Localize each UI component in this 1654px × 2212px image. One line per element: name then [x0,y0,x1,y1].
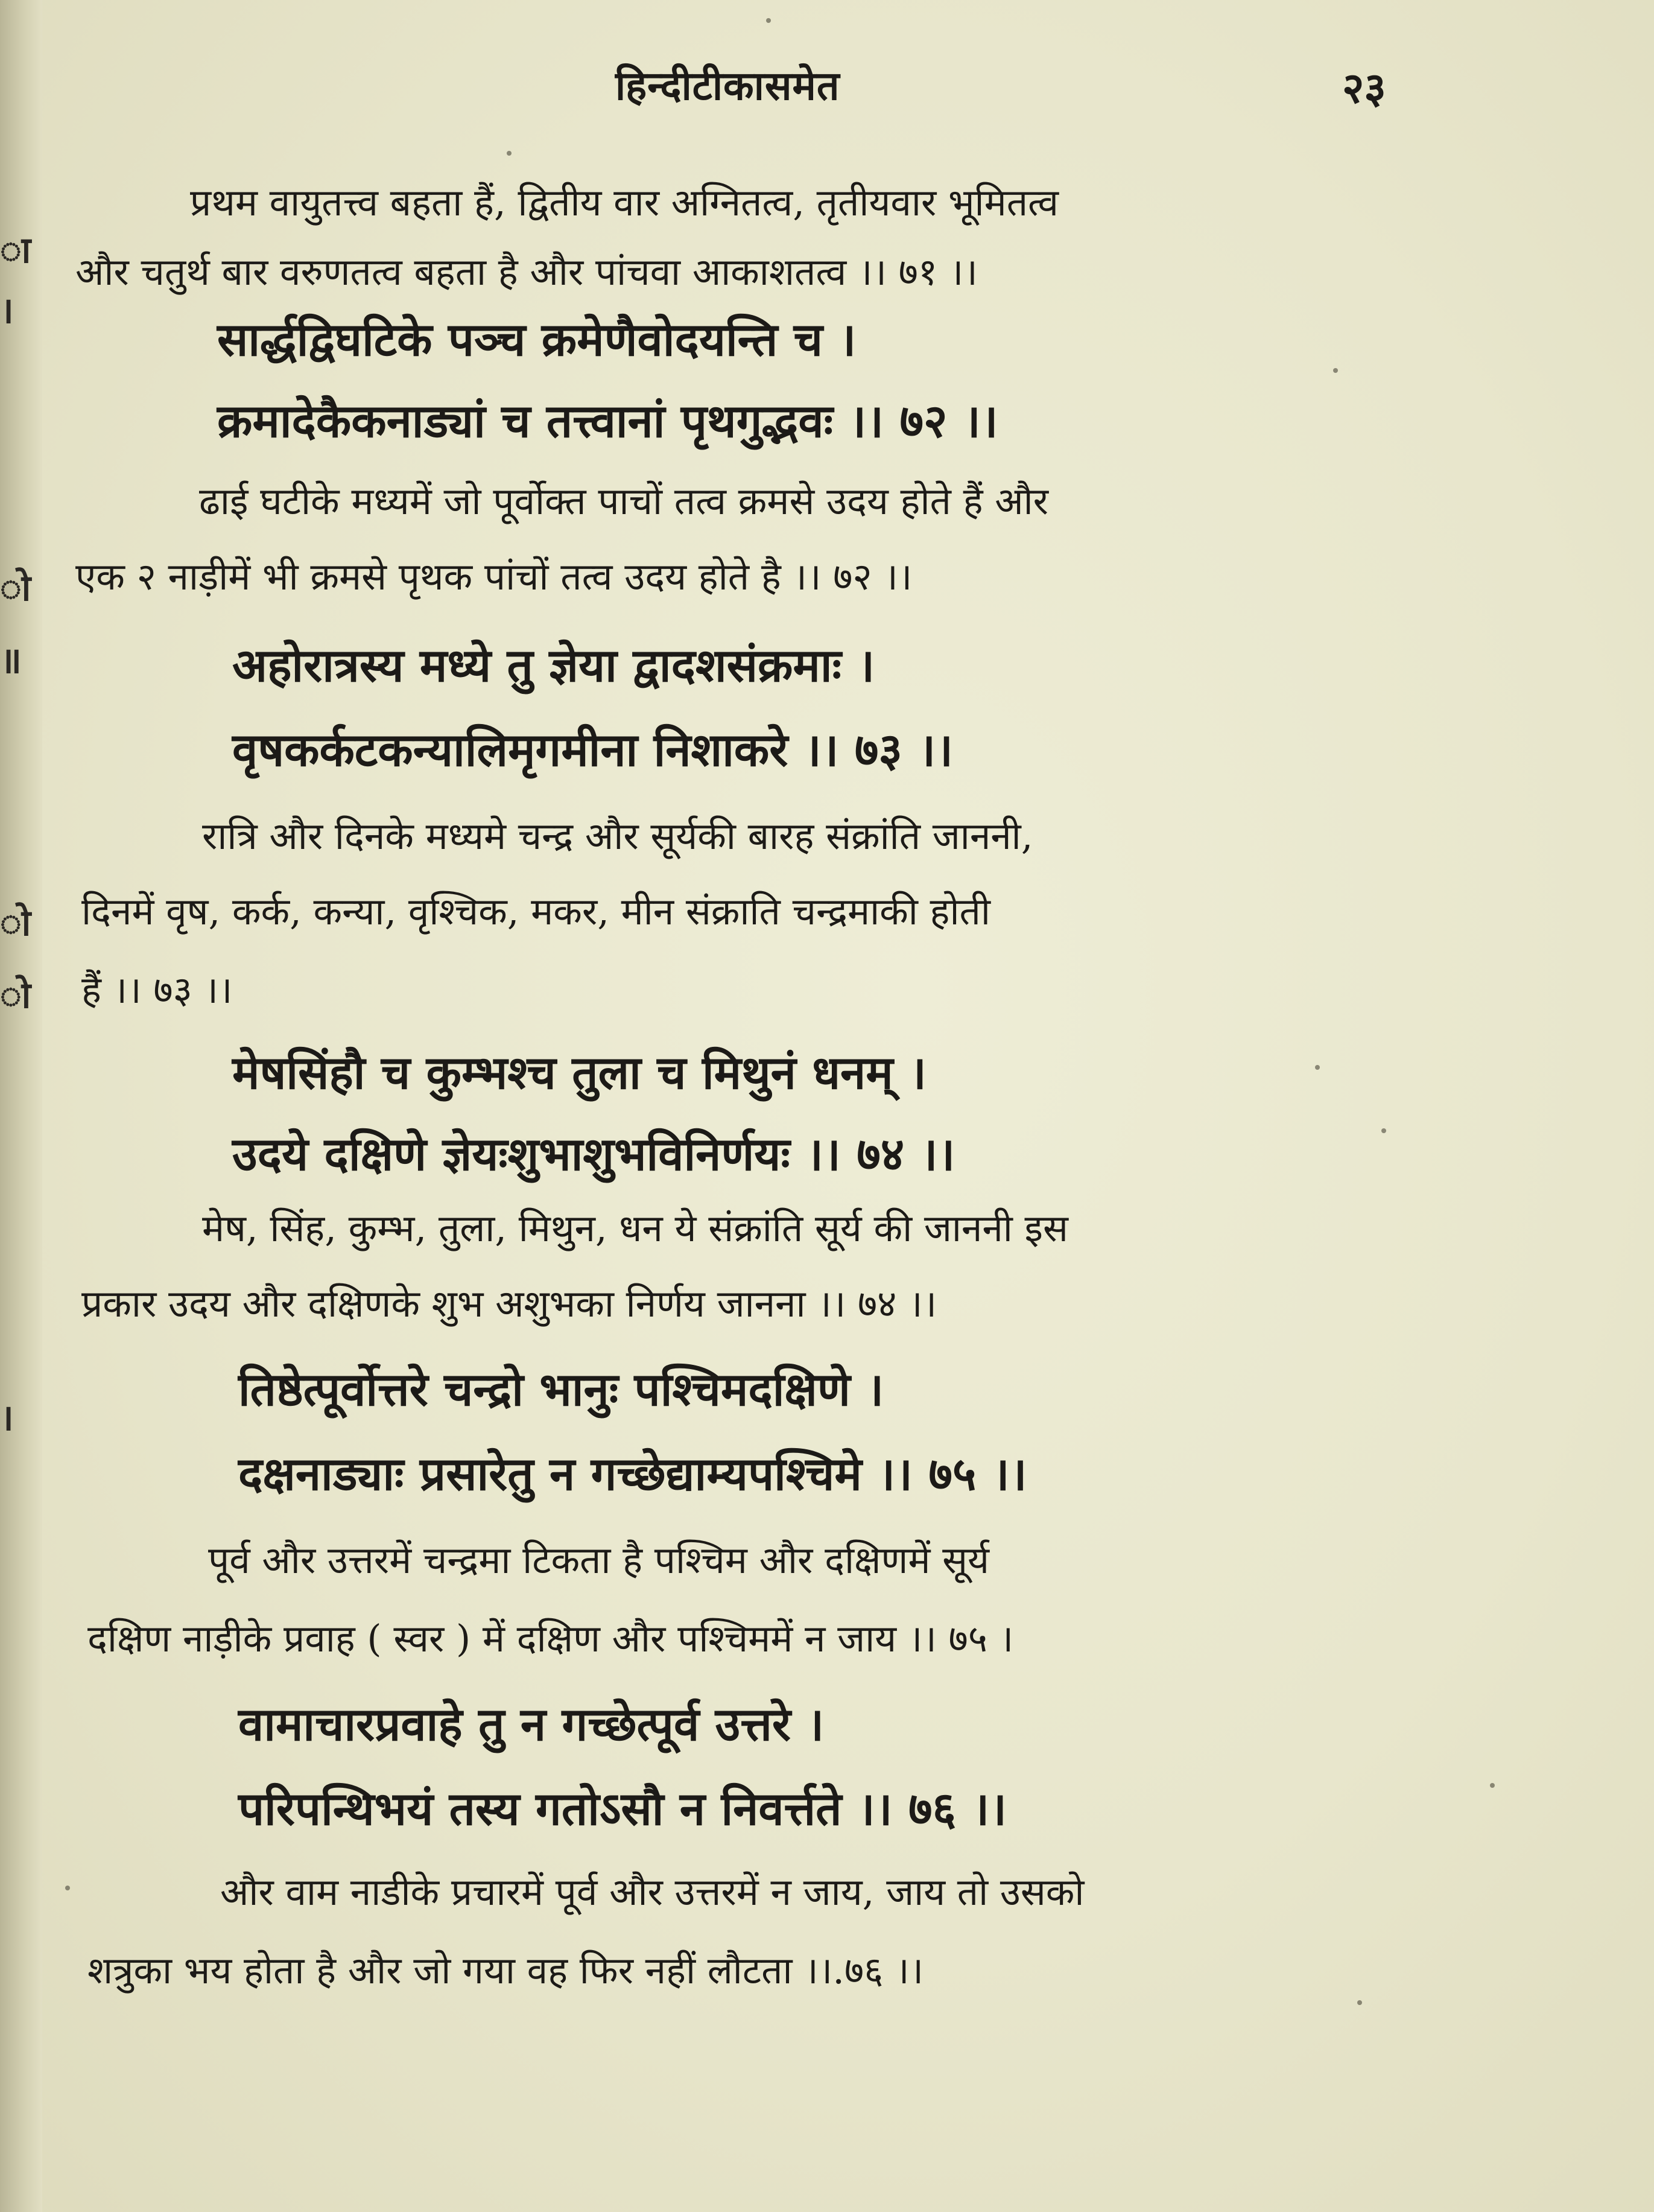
commentary-line: रात्रि और दिनके मध्यमे चन्द्र और सूर्यकी बारह संक्रांति जाननी, [202,814,1033,858]
verse-line: उदये दक्षिणे ज्ञेयःशुभाशुभविनिर्णयः ।। ७४ ।। [232,1127,955,1181]
paper-speck [1490,1783,1495,1788]
commentary-line: और चतुर्थ बार वरुणतत्व बहता है और पांचवा आकाशतत्व ।। ७१ ।। [75,250,978,294]
verse-line: सार्द्धद्विघटिके पञ्च क्रमेणैवोदयन्ति च । [217,313,857,366]
gutter-fragment: ा [0,229,31,272]
commentary-line: मेष, सिंह, कुम्भ, तुला, मिथुन, धन ये संक्रांति सूर्य की जाननी इस [202,1206,1068,1250]
commentary-line: दक्षिण नाड़ीके प्रवाह ( स्वर ) में दक्षिण और पश्चिममें न जाय ।। ७५ । [87,1616,1014,1661]
paper-speck [1381,1128,1386,1133]
verse-line: वामाचारप्रवाहे तु न गच्छेत्पूर्व उत्तरे । [238,1697,825,1751]
commentary-line: ढाई घटीके मध्यमें जो पूर्वोक्त पाचों तत्व क्रमसे उदय होते हैं और [199,479,1048,523]
verse-line: परिपन्थिभयं तस्य गतोऽसौ न निवर्त्तते ।। ७६ ।। [238,1782,1007,1835]
running-header [0,57,1654,124]
page-title: हिन्दीटीकासमेत [615,62,840,109]
commentary-line: और वाम नाडीके प्रचारमें पूर्व और उत्तरमें न जाय, जाय तो उसको [220,1870,1085,1914]
paper-speck [766,18,771,23]
verse-line: तिष्ठेत्पूर्वोत्तरे चन्द्रो भानुः पश्चिमदक्षिणे । [238,1362,884,1416]
verse-line: क्रमादेकैकनाड्यां च तत्त्वानां पृथगुद्भवः ।। ७२ ।। [217,394,998,448]
gutter-fragment: ॥ [0,640,22,682]
page-number: २३ [1342,63,1386,113]
verse-line: मेषसिंहौ च कुम्भश्च तुला च मिथुनं धनम् । [232,1046,927,1099]
verse-line: वृषकर्कटकन्यालिमृगमीना निशाकरे ।। ७३ ।। [232,723,953,777]
paper-speck [1357,2000,1362,2005]
paper-speck [65,1886,70,1890]
verse-line: अहोरात्रस्य मध्ये तु ज्ञेया द्वादशसंक्रमाः । [232,638,875,692]
commentary-line: दिनमें वृष, कर्क, कन्या, वृश्चिक, मकर, मीन संक्राति चन्द्रमाकी होती [81,889,990,933]
paper-speck [1333,368,1338,373]
gutter-fragment: । [0,290,14,332]
commentary-line: हैं ।। ७३ ।। [81,968,233,1012]
gutter-fragment: । [0,1397,14,1439]
gutter-fragment: ो [0,974,31,1017]
gutter-fragment: ो [0,567,31,609]
page-gutter [0,0,42,2212]
commentary-line: पूर्व और उत्तरमें चन्द्रमा टिकता है पश्चिम और दक्षिणमें सूर्य [208,1538,989,1582]
commentary-line: प्रकार उदय और दक्षिणके शुभ अशुभका निर्णय जानना ।। ७४ ।। [81,1282,937,1326]
gutter-fragment: ो [0,902,31,944]
commentary-line: शत्रुका भय होता है और जो गया वह फिर नहीं लौटता ।।.७६ ।। [87,1948,924,1992]
commentary-line: प्रथम वायुतत्त्व बहता हैं, द्वितीय वार अग्नितत्व, तृतीयवार भूमितत्व [190,180,1059,224]
paper-speck [507,151,512,156]
paper-speck [1315,1065,1320,1070]
verse-line: दक्षनाड्याः प्रसारेतु न गच्छेद्याम्यपश्चिमे ।। ७५ ।। [238,1447,1027,1501]
commentary-line: एक २ नाड़ीमें भी क्रमसे पृथक पांचों तत्व उदय होते है ।। ७२ ।। [75,555,913,599]
